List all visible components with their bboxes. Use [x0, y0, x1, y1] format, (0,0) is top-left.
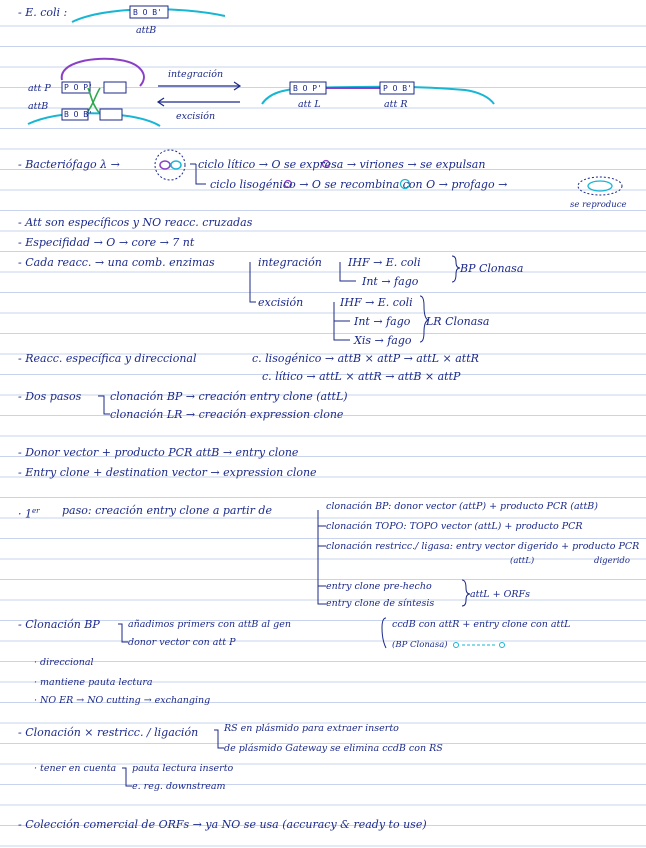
note-specificity: - Especifidad → O → core → 7 nt	[18, 236, 195, 249]
note-donor-vector: - Donor vector + producto PCR attB → entry clone	[18, 446, 299, 459]
note-att-specific: - Att son específicos y NO reacc. cruzadas	[18, 216, 253, 229]
note-int-phage-1: Int → fago	[362, 275, 419, 288]
note-first-step-num-text: · 1	[18, 507, 32, 521]
note-premade-entry: entry clone pre-hecho	[326, 581, 432, 592]
note-restriction-ligation: - Clonación × restricc. / ligación	[18, 726, 199, 739]
note-downstream-region: e. reg. downstream	[132, 781, 226, 792]
note-ihf-ecoli-1: IHF → E. coli	[348, 256, 421, 269]
note-bp-cloning: clonación BP → creación entry clone (attL)	[110, 390, 348, 403]
note-attL-orfs: attL + ORFs	[470, 589, 531, 600]
note-xis-phage: Xis → fago	[354, 334, 412, 347]
note-lr-clonase: LR Clonasa	[426, 315, 490, 328]
ecoli-label: - E. coli :	[18, 6, 68, 19]
note-insert-frame: pauta lectura inserto	[132, 763, 234, 774]
note-lysogenic-reaction: c. lisogénico → attB × attP → attL × attR	[252, 352, 479, 365]
note-attL-mark: (attL)	[510, 556, 535, 566]
attB-left-label: attB	[28, 101, 49, 112]
note-add-primers: añadimos primers con attB al gen	[128, 619, 291, 630]
note-bp-cloning-detail: clonación BP: donor vector (attP) + producto PCR (attB)	[326, 501, 598, 512]
note-entry-clone: - Entry clone + destination vector → expression clone	[18, 466, 317, 479]
excision-label: excisión	[176, 111, 216, 122]
note-lytic-cycle: ciclo lítico → O se expresa → viriones → se expulsan	[198, 158, 486, 171]
note-lr-cloning: clonación LR → creación expression clone	[110, 408, 344, 421]
note-two-steps: - Dos pasos	[18, 390, 82, 403]
note-topo-cloning: clonación TOPO: TOPO vector (attL) + producto PCR	[326, 521, 583, 532]
note-ccdb-attR: ccdB con attR + entry clone con attL	[392, 619, 571, 630]
note-first-step: paso: creación entry clone a partir de	[62, 504, 272, 517]
attL-label: att L	[298, 99, 321, 110]
note-gateway-plasmid: de plásmido Gateway se elimina ccdB con RS	[224, 743, 443, 754]
note-keep-in-mind: · tener en cuenta	[34, 763, 117, 774]
attL-site-text: B O P'	[293, 84, 322, 93]
note-enzymes: - Cada reacc. → una comb. enzimas	[18, 256, 215, 269]
note-orf-collection: - Colección comercial de ORFs → ya NO se usa (accuracy & ready to use)	[18, 818, 427, 831]
note-no-er: · NO ER → NO cutting → exchanging	[34, 695, 211, 706]
note-bp-cloning-title: - Clonación BP	[18, 618, 100, 631]
note-bp-clonase: BP Clonasa	[460, 262, 524, 275]
integration-label: integración	[168, 69, 224, 80]
note-restriction-cloning: clonación restricc./ ligasa: entry vector digerido + producto PCR	[326, 541, 640, 552]
note-donor-attP: donor vector con att P	[128, 637, 236, 648]
attB-label: attB	[136, 25, 157, 36]
note-digested-mark: digerido	[594, 556, 630, 566]
note-lytic-reaction: c. lítico → attL × attR → attB × attP	[262, 370, 461, 383]
attP-site-text: P O P'	[64, 83, 93, 92]
note-synthetic-entry: entry clone de síntesis	[326, 598, 435, 609]
note-ihf-ecoli-2: IHF → E. coli	[340, 296, 413, 309]
note-reading-frame: · mantiene pauta lectura	[34, 677, 153, 688]
note-first-step-sup: er	[32, 507, 40, 515]
attP-label: att P	[28, 83, 51, 94]
attR-label: att R	[384, 99, 408, 110]
attB-bottom-text: B O B'	[64, 110, 93, 119]
note-rs-plasmid: RS en plásmido para extraer inserto	[224, 723, 399, 734]
attR-site-text: P O B'	[383, 84, 412, 93]
note-integration: integración	[258, 256, 322, 269]
note-lysogenic-cycle: ciclo lisogénico → O se recombina con O → profago →	[210, 178, 508, 191]
note-bp-clonase-small: (BP Clonasa)	[392, 640, 448, 650]
note-excision: excisión	[258, 296, 304, 309]
note-bacteriophage: - Bacteriófago λ →	[18, 158, 120, 171]
attB-site-text: B O B'	[133, 8, 162, 17]
note-int-phage-2: Int → fago	[354, 315, 411, 328]
note-reproduces: se reproduce	[570, 200, 627, 210]
note-directional: · direccional	[34, 657, 94, 668]
note-specific-directional: - Reacc. específica y direccional	[18, 352, 197, 365]
